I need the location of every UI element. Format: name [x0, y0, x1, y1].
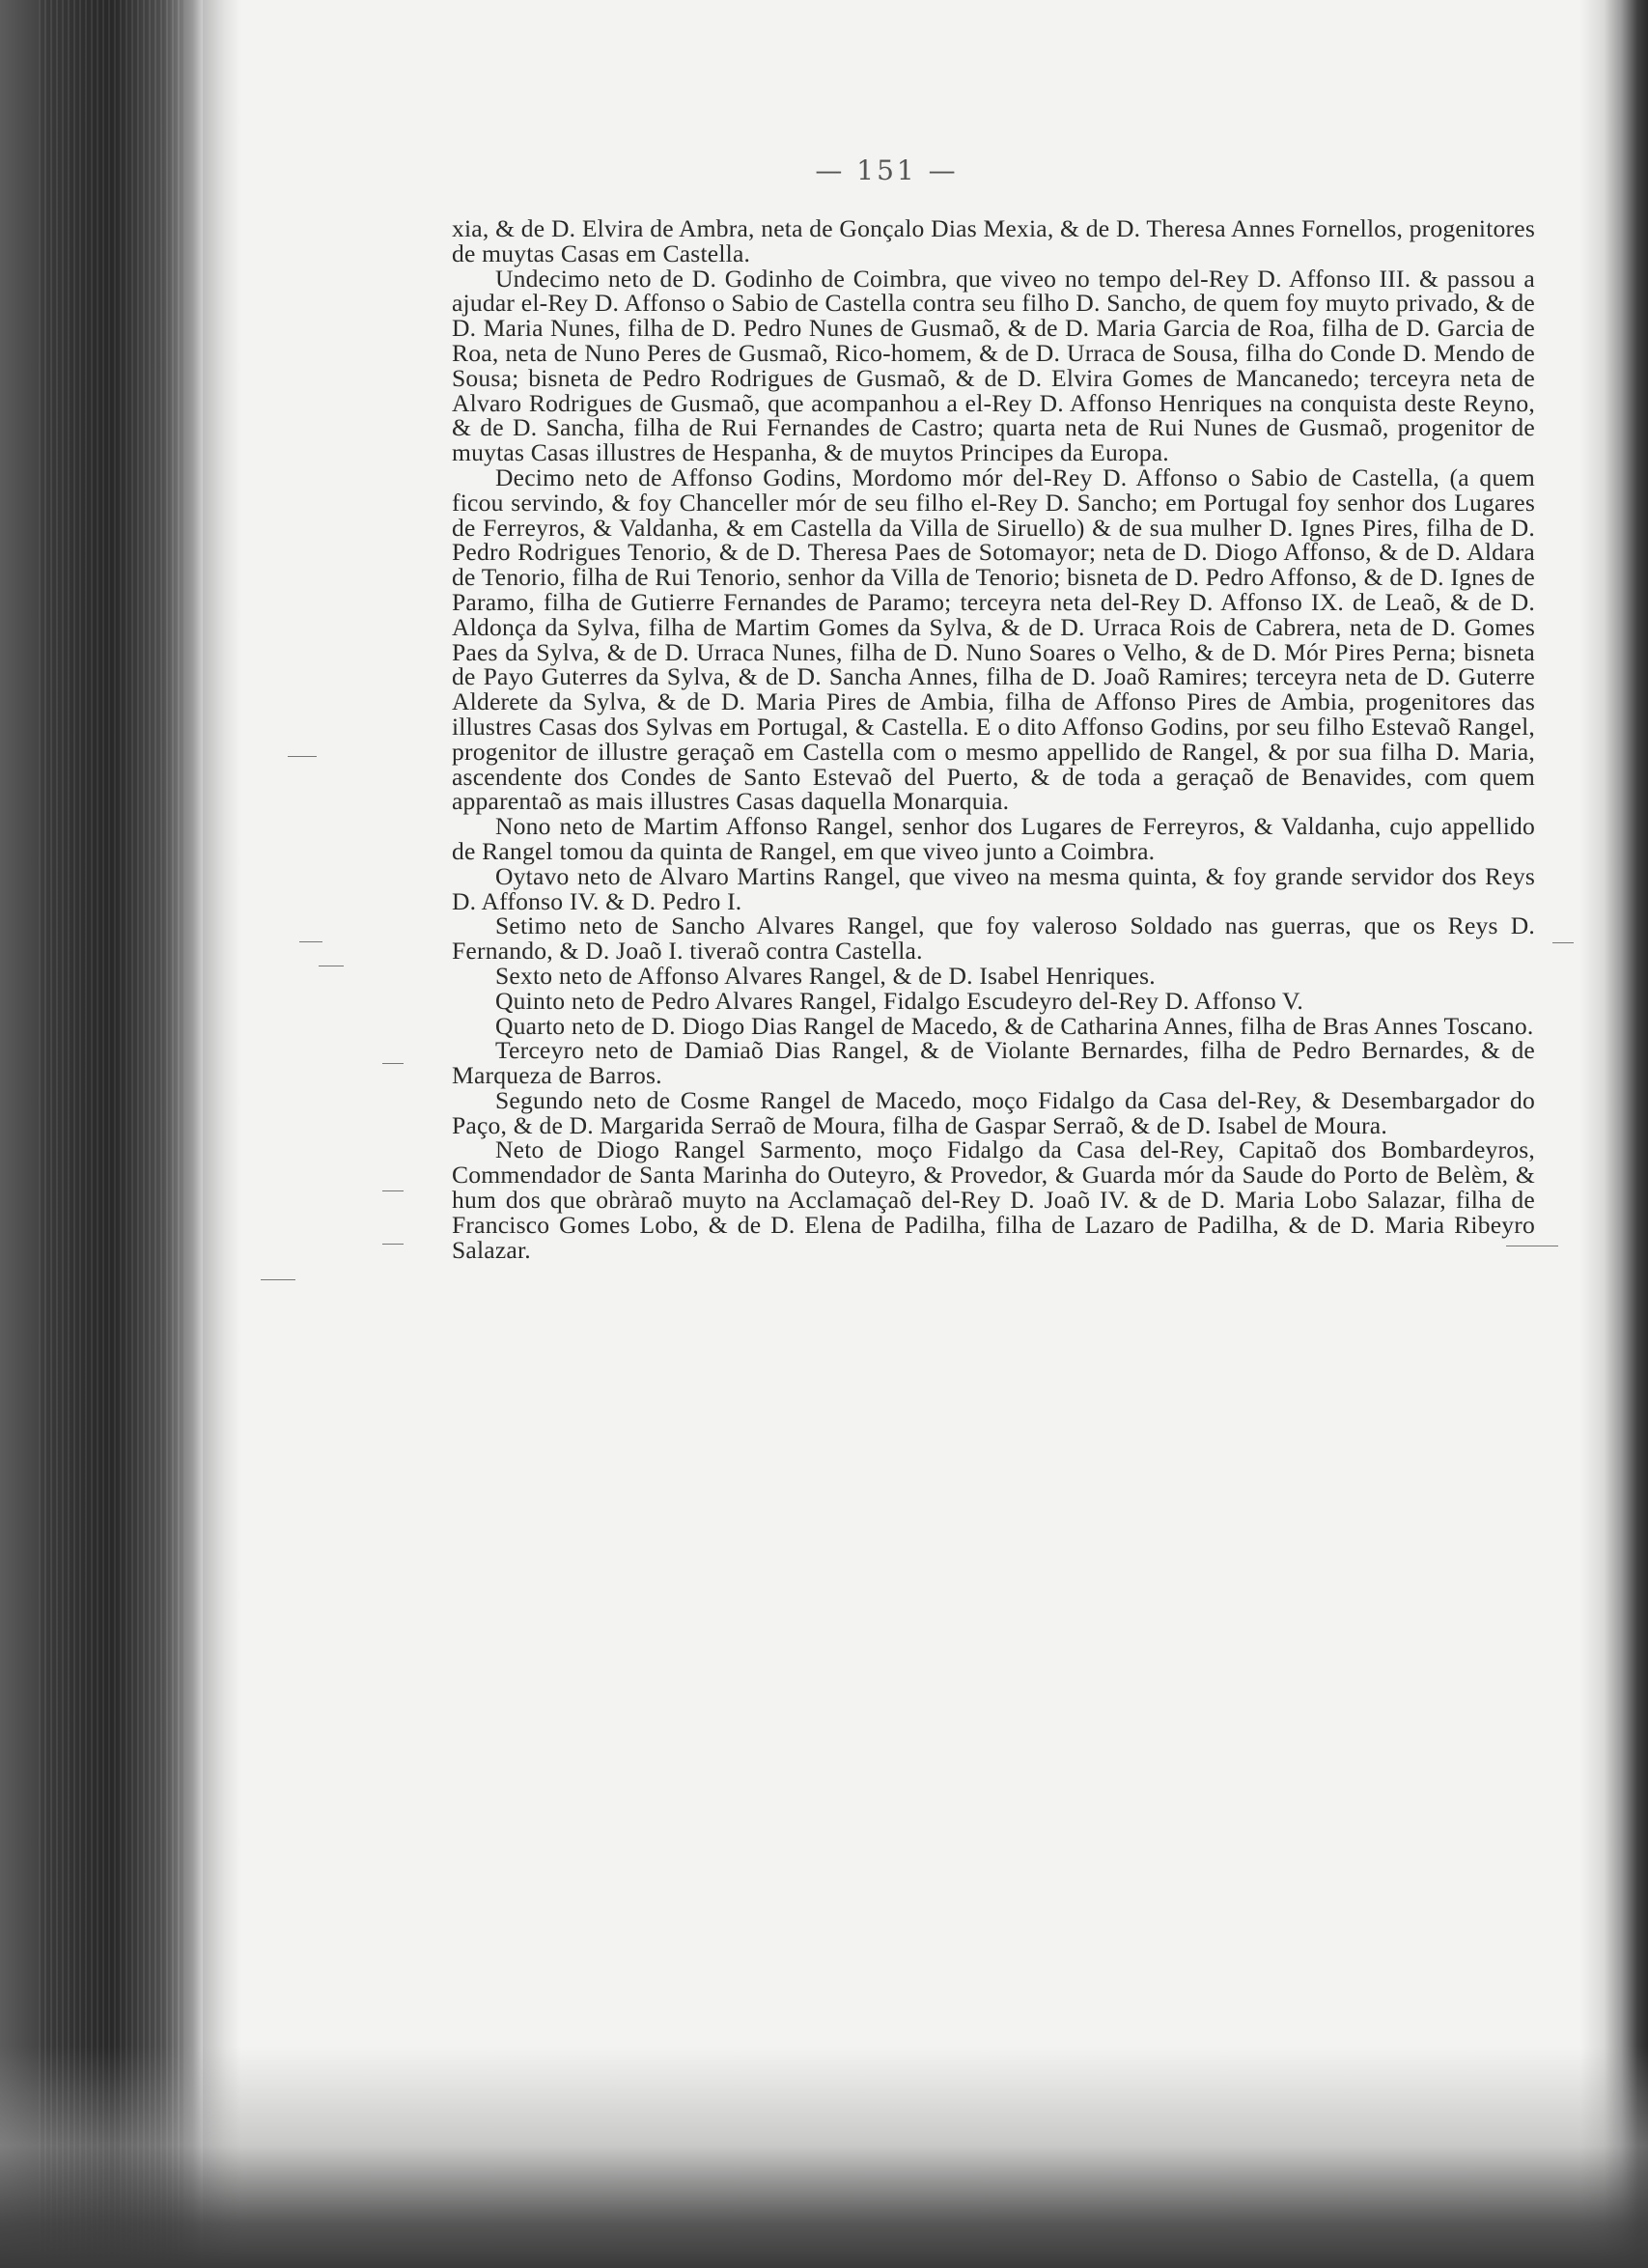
binding-texture [39, 0, 183, 2268]
margin-mark [1552, 942, 1574, 943]
margin-mark [382, 1063, 404, 1064]
margin-mark [382, 1190, 404, 1191]
paragraph: Oytavo neto de Alvaro Martins Rangel, que viveo na mesma quinta, & foy grande servidor dos Reys D. Affonso IV. & D. Pedro I. [452, 861, 1535, 915]
margin-mark [382, 1244, 404, 1245]
paragraph: Quinto neto de Pedro Alvares Rangel, Fidalgo Escudeyro del-Rey D. Affonso V. [495, 986, 1303, 1015]
paragraph: Undecimo neto de D. Godinho de Coimbra, que viveo no tempo del-Rey D. Affonso III. & passou a ajudar el-Rey D. Affonso o Sabio de Castella contra seu filho D. Sancho, de quem foy muyto privado, & de D. Maria Nunes, filha de D. Pedro Nunes de Gusmaõ, & de D. Maria Garcia de Roa, filha de D. Garcia de Roa, neta de Nuno Peres de Gusmaõ, Rico-homem, & de D. Urraca de Sousa, filha do Conde D. Mendo de Sousa; bisneta de Pedro Rodrigues de Gusmaõ, & de D. Elvira Gomes de Mancanedo; terceyra neta de Alvaro Rodrigues de Gusmaõ, que acompanhou a el-Rey D. Affonso Henriques na conquista deste Reyno, & de D. Sancha, filha de Rui Fernandes de Castro; quarta neta de Rui Nunes de Gusmaõ, progenitor de muytas Casas illustres de Hespanha, & de muytos Principes da Europa. [452, 264, 1535, 467]
paragraph: Quarto neto de D. Diogo Dias Rangel de Macedo, & de Catharina Annes, filha de Bras Annes Toscano. [495, 1011, 1534, 1040]
page-gutter-edge [203, 0, 241, 2268]
paragraph: Setimo neto de Sancho Alvares Rangel, que foy valeroso Soldado nas guerras, que os Reys D. Fernando, & D. Joaõ I. tiveraõ contra Castella. [452, 911, 1535, 966]
paragraph: Neto de Diogo Rangel Sarmento, moço Fidalgo da Casa del-Rey, Capitaõ dos Bombardeyros, Commendador de Santa Marinha do Outeyro, & Provedor, & Guarda mór da Saude do Porto de Belèm, & hum dos que obràraõ muyto na Acclamaçaõ del-Rey D. Joaõ IV. & de D. Maria Lobo Salazar, filha de Francisco Gomes Lobo, & de D. Elena de Padilha, filha de Lazaro de Padilha, & de D. Maria Ribeyro Salazar. [452, 1135, 1535, 1264]
margin-mark [288, 756, 317, 757]
paragraph: Sexto neto de Affonso Alvares Rangel, & de D. Isabel Henriques. [495, 961, 1156, 990]
paragraph: xia, & de D. Elvira de Ambra, neta de Gonçalo Dias Mexia, & de D. Theresa Annes Fornellos, progenitores de muytas Casas em Castella. [452, 214, 1535, 267]
paragraph: Decimo neto de Affonso Godins, Mordomo mór del-Rey D. Affonso o Sabio de Castella, (a quem ficou servindo, & foy Chanceller mór de seu filho el-Rey D. Sancho; em Portugal foy senhor dos Lugares de Ferreyros, & Valdanha, & em Castella da Villa de Siruello) & de sua mulher D. Ignes Pires, filha de D. Pedro Rodrigues Tenorio, & de D. Theresa Paes de Sotomayor; neta de D. Diogo Affonso, & de D. Aldara de Tenorio, filha de Rui Tenorio, senhor da Villa de Tenorio; bisneta de D. Pedro Affonso, & de D. Ignes de Paramo, filha de Gutierre Fernandes de Paramo; terceyra neta del-Rey D. Affonso IX. de Leaõ, & de D. Aldonça da Sylva, filha de Martim Gomes da Sylva, & de D. Urraca Rois de Cabrera, neta de D. Gomes Paes da Sylva, & de D. Urraca Nunes, filha de D. Nuno Soares o Velho, & de D. Mór Pires Perna; bisneta de Payo Guterres da Sylva, & de D. Sancha Annes, filha de D. Joaõ Ramires; terceyra neta de D. Guterre Alderete da Sylva, & de D. Maria Pires de Ambia, filha de Affonso Pires de Ambia, progenitores das illustres Casas dos Sylvas em Portugal, & Castella. E o dito Affonso Godins, por seu filho Estevaõ Rangel, progenitor de illustre geraçaõ em Castella com o mesmo appellido de Rangel, & por sua filha D. Maria, ascendente dos Condes de Santo Estevaõ del Puerto, & de toda a geraçaõ de Benavides, com quem apparentaõ as mais illustres Casas daquella Monarquia. [452, 462, 1535, 816]
bottom-scan-shadow [0, 2046, 1648, 2268]
paragraph: Terceyro neto de Damiaõ Dias Rangel, & de Violante Bernardes, filha de Pedro Bernardes, & de Marqueza de Barros. [452, 1036, 1535, 1090]
margin-mark [261, 1279, 295, 1280]
page-number: — 151 — [815, 154, 959, 186]
right-page-edge-shadow [1580, 0, 1648, 2268]
paragraph: Segundo neto de Cosme Rangel de Macedo, moço Fidalgo da Casa del-Rey, & Desembargador do Paço, & de D. Margarida Serraõ de Moura, filha de Gaspar Serraõ, & de D. Isabel de Moura. [452, 1085, 1535, 1139]
paragraph: Nono neto de Martim Affonso Rangel, senhor dos Lugares de Ferreyros, & Valdanha, cujo appellido de Rangel tomou da quinta de Rangel, em que viveo junto a Coimbra. [452, 812, 1535, 865]
margin-mark [299, 941, 322, 942]
page-body-text [452, 216, 1535, 1262]
